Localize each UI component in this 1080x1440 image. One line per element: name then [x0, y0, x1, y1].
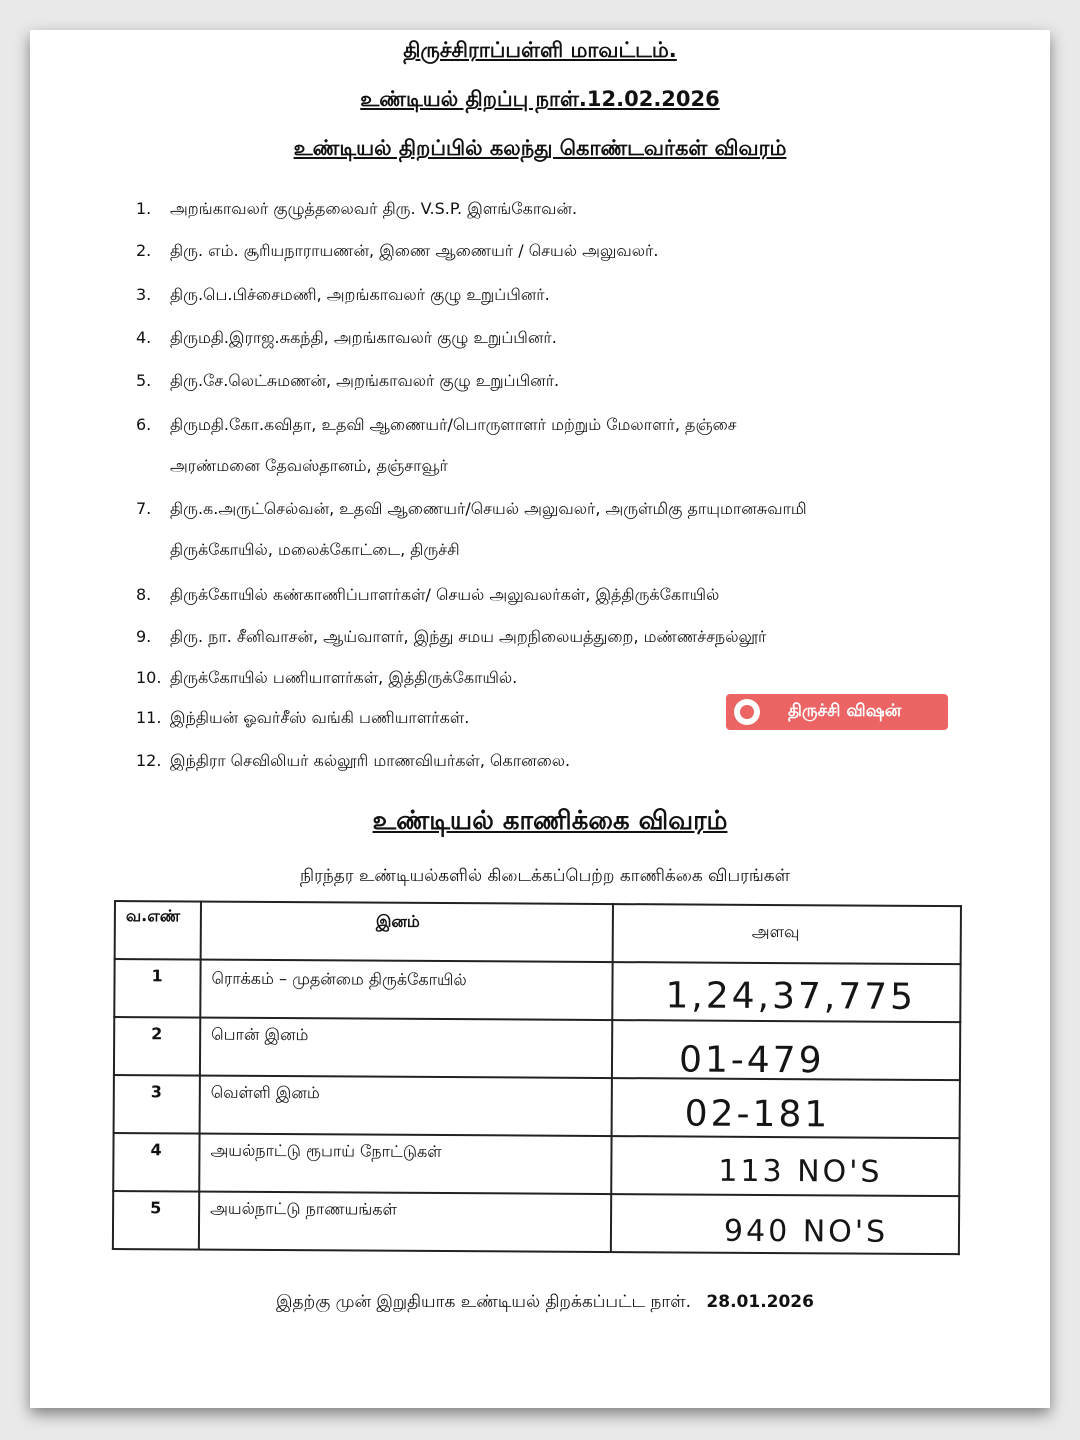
table-cell-amount: 940 NO'S: [723, 1213, 889, 1250]
table-header-amount: அளவு: [751, 921, 800, 942]
attendee-text-line2: அரண்மனை தேவஸ்தானம், தஞ்சாவூர்: [170, 456, 448, 475]
attendee-text: திருக்கோயில் கண்காணிப்பாளர்கள்/ செயல் அலுவலர்கள், இத்திருக்கோயில்: [170, 585, 720, 604]
attendee-text: இந்தியன் ஓவர்சீஸ் வங்கி பணியாளர்கள்.: [170, 708, 470, 727]
attendee-number: 3.: [136, 285, 152, 304]
attendee-text-line1: திருமதி.கோ.கவிதா, உதவி ஆணையர்/பொருளாளர் மற்றும் மேலாளர், தஞ்சை: [170, 415, 737, 434]
attendee-number: 9.: [136, 627, 152, 646]
attendee-text: இந்திரா செவிலியர் கல்லூரி மாணவியர்கள், கொனலை.: [170, 751, 571, 770]
district-heading: திருச்சிராப்பள்ளி மாவட்டம்.: [403, 38, 677, 62]
table-row-divider: [113, 1132, 961, 1139]
participants-heading: உண்டியல் திறப்பில் கலந்து கொண்டவர்கள் விவரம்: [293, 136, 787, 160]
table-cell-item: ரொக்கம் – முதன்மை திருக்கோயில்: [211, 968, 467, 990]
offering-section-subtitle: நிரந்தர உண்டியல்களில் கிடைக்கப்பெற்ற காணிக்கை விபரங்கள்: [299, 866, 790, 886]
table-header-item: இனம்: [375, 911, 420, 931]
watermark-logo-icon: [734, 699, 760, 725]
attendee-number: 10.: [136, 668, 162, 687]
offering-section-title: உண்டியல் காணிக்கை விவரம்: [372, 806, 728, 836]
table-cell-item: வெள்ளி இனம்: [210, 1082, 320, 1103]
attendee-text: திருமதி.இராஜ.சுகந்தி, அறங்காவலர் குழு உறுப்பினர்.: [170, 328, 557, 347]
previous-opening-note: [0, 1292, 1080, 1314]
previous-opening-text: இதற்கு முன் இறுதியாக உண்டியல் திறக்கப்பட்ட நாள்.: [276, 1292, 692, 1312]
table-cell-sno: 4: [150, 1140, 162, 1160]
attendee-number: 1.: [136, 199, 152, 218]
attendee-text: திரு. எம். சூரியநாராயணன், இணை ஆணையர் / செயல் அலுவலர்.: [170, 241, 659, 260]
opening-date-heading: உண்டியல் திறப்பு நாள்.12.02.2026: [360, 87, 720, 111]
table-row-divider: [112, 1190, 960, 1197]
table-header-sno: வ.எண்: [125, 906, 181, 926]
table-row-divider: [114, 958, 962, 965]
attendee-text: திரு.பெ.பிச்சைமணி, அறங்காவலர் குழு உறுப்பினர்.: [170, 285, 550, 304]
attendee-text: அறங்காவலர் குழுத்தலைவர் திரு. V.S.P. இளங்கோவன்.: [170, 199, 578, 218]
table-cell-amount: 01-479: [678, 1039, 825, 1082]
table-cell-sno: 1: [151, 966, 163, 986]
attendee-text-line2: திருக்கோயில், மலைக்கோட்டை, திருச்சி: [170, 540, 460, 559]
attendee-number: 8.: [136, 585, 152, 604]
table-cell-item: அயல்நாட்டு நாணயங்கள்: [210, 1198, 398, 1219]
table-cell-sno: 2: [151, 1024, 163, 1044]
attendee-number: 4.: [136, 328, 152, 347]
attendee-number: 2.: [136, 241, 152, 260]
offering-table: [112, 900, 962, 1257]
table-cell-sno: 5: [150, 1198, 162, 1218]
table-cell-item: பொன் இனம்: [211, 1024, 309, 1045]
table-cell-sno: 3: [150, 1082, 163, 1102]
watermark-badge: [726, 694, 948, 730]
attendee-number: 6.: [136, 415, 152, 434]
table-cell-item: அயல்நாட்டு ரூபாய் நோட்டுகள்: [210, 1140, 442, 1162]
table-cell-amount: 113 NO'S: [718, 1153, 883, 1190]
previous-opening-date: 28.01.2026: [706, 1292, 814, 1312]
attendee-number: 7.: [136, 499, 152, 518]
attendee-number: 12.: [136, 751, 162, 770]
attendee-text-line1: திரு.க.அருட்செல்வன், உதவி ஆணையர்/செயல் அலுவலர், அருள்மிகு தாயுமானசுவாமி: [170, 499, 807, 518]
watermark-text: திருச்சி விஷன்: [788, 701, 902, 721]
attendee-text: திரு.சே.லெட்சுமணன், அறங்காவலர் குழு உறுப்பினர்.: [170, 371, 560, 390]
attendee-number: 5.: [136, 371, 152, 390]
attendee-text: [170, 414, 737, 477]
table-cell-amount: 1,24,37,775: [665, 975, 917, 1018]
table-row-divider: [113, 1074, 961, 1081]
table-cell-amount: 02-181: [684, 1093, 831, 1136]
attendee-text: திருக்கோயில் பணியாளர்கள், இத்திருக்கோயில்.: [170, 668, 518, 687]
attendee-text: திரு. நா. சீனிவாசன், ஆய்வாளர், இந்து சமய அறநிலையத்துறை, மண்ணச்சநல்லூர்: [170, 627, 767, 646]
attendee-text: [170, 498, 807, 561]
attendee-number: 11.: [136, 708, 162, 727]
